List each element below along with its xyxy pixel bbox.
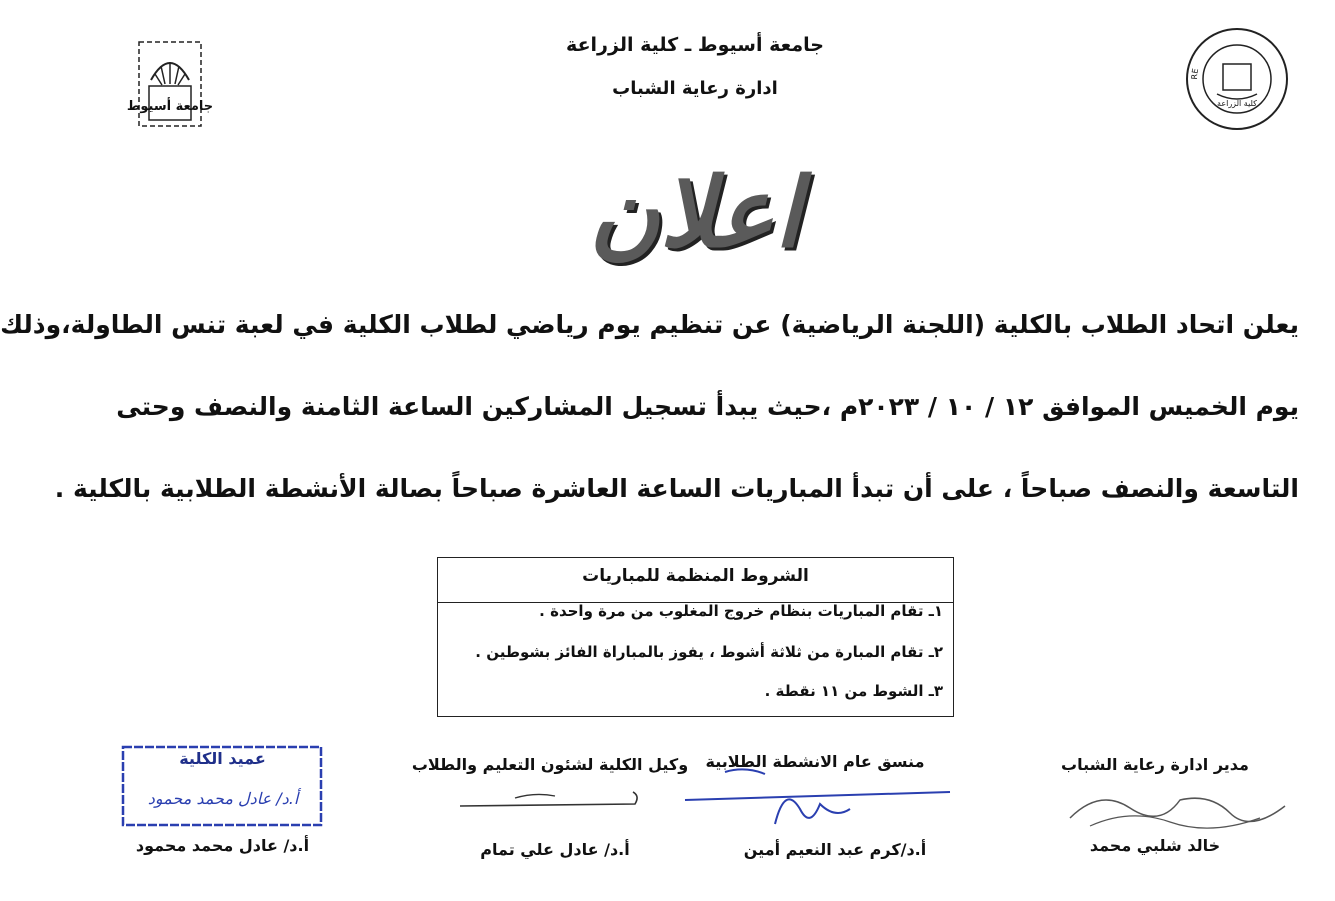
condition-item: ٢ـ تقام المبارة من ثلاثة أشوط ، يفوز بالمباراة الفائز بشوطين . bbox=[475, 643, 943, 661]
signature-name-vice-dean: أ.د/ عادل علي تمام bbox=[480, 840, 630, 859]
announcement-title: اعلان bbox=[589, 156, 801, 269]
svg-text:جامعة أسيوط: جامعة أسيوط bbox=[126, 99, 214, 114]
condition-item: ١ـ تقام المباريات بنظام خروج المغلوب من مرة واحدة . bbox=[539, 602, 943, 620]
signature-name-dean: أ.د/ عادل محمد محمود bbox=[135, 836, 310, 855]
signature-title-vice-dean: وكيل الكلية لشئون التعليم والطلاب bbox=[411, 755, 689, 774]
announcement-line-2: يوم الخميس الموافق ١٢ / ١٠ / ٢٠٢٣م ،حيث يبدأ تسجيل المشاركين الساعة الثامنة والنصف وحتى bbox=[116, 392, 1299, 421]
office-name: ادارة رعاية الشباب bbox=[612, 78, 778, 99]
signature-mark-activities-coordinator bbox=[685, 764, 950, 834]
signature-title-dean: عميد الكلية bbox=[179, 749, 266, 768]
conditions-title: الشروط المنظمة للمباريات bbox=[438, 558, 953, 603]
signature-name-youth-director: خالد شلبي محمد bbox=[1089, 836, 1221, 855]
signature-mark-youth-director bbox=[1060, 778, 1290, 838]
condition-item: ٣ـ الشوط من ١١ نقطة . bbox=[764, 682, 943, 700]
svg-text:ASSIUT UNIVERSITY FACULTY OF A: RE bbox=[1189, 67, 1201, 80]
dean-stamp-handwriting: أ.د/ عادل محمد محمود bbox=[147, 789, 299, 808]
university-name: جامعة أسيوط ـ كلية الزراعة bbox=[566, 34, 824, 56]
signature-title-youth-director: مدير ادارة رعاية الشباب bbox=[1061, 755, 1249, 774]
svg-text:كلية الزراعة: كلية الزراعة bbox=[1217, 99, 1257, 108]
announcement-line-3: التاسعة والنصف صباحاً ، على أن تبدأ المباريات الساعة العاشرة صباحاً بصالة الأنشطة الطلابية بالكلية . bbox=[54, 474, 1299, 503]
conditions-box bbox=[437, 557, 954, 717]
faculty-seal-icon bbox=[1183, 26, 1291, 132]
signature-mark-vice-dean bbox=[455, 786, 645, 816]
signature-title-activities-coordinator: منسق عام الانشطة الطلابية bbox=[705, 752, 925, 771]
announcement-line-1: يعلن اتحاد الطلاب بالكلية (اللجنة الرياضية) عن تنظيم يوم رياضي لطلاب الكلية في لعبة تنس الطاولة،وذلك bbox=[0, 310, 1299, 339]
signature-name-activities-coordinator: أ.د/كرم عبد النعيم أمين bbox=[743, 840, 927, 859]
university-logo bbox=[126, 40, 214, 128]
